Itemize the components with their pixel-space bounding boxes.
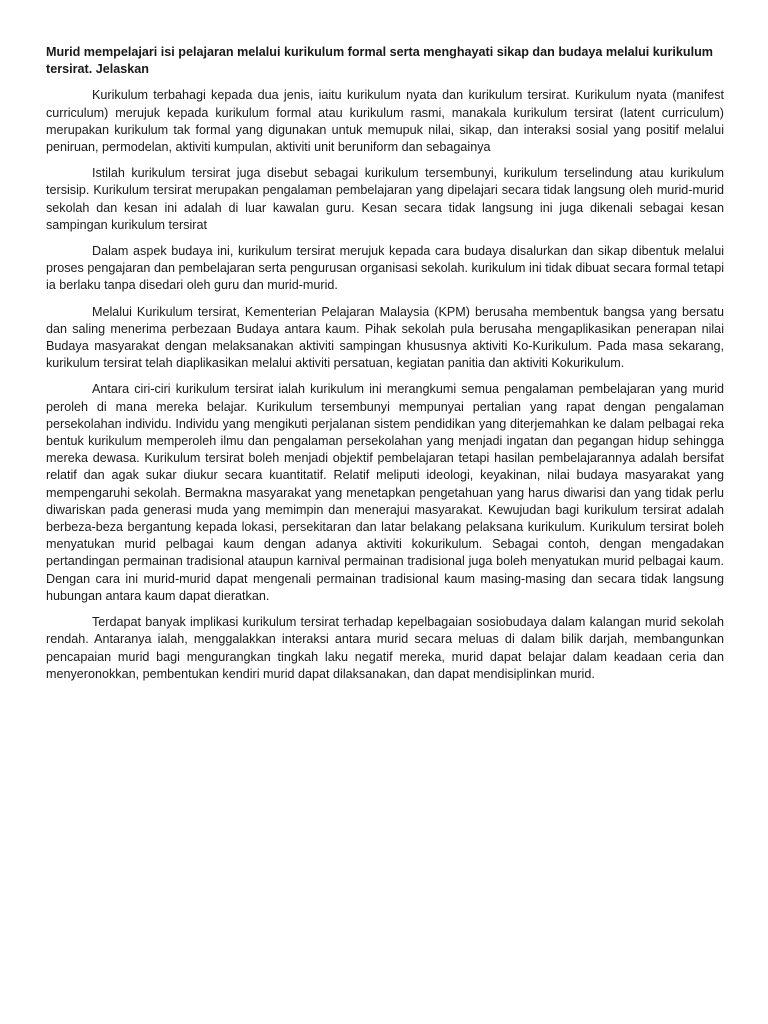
document-page — [46, 44, 724, 692]
paragraph-6: Terdapat banyak implikasi kurikulum tersirat terhadap kepelbagaian sosiobudaya dalam kalangan murid sekolah rendah. Antaranya ialah, menggalakkan interaksi antara murid secara meluas di dalam bilik darjah, membangunkan pencapaian murid bagi mengurangkan tingkah laku negatif mereka, murid dapat belajar dalam keadaan ceria dan menyeronokkan, pembentukan kendiri murid dapat dilaksanakan, dan dapat mendisiplinkan murid. — [46, 615, 724, 681]
paragraph-5: Antara ciri-ciri kurikulum tersirat ialah kurikulum ini merangkumi semua pengalaman pembelajaran yang murid peroleh di mana mereka belajar. Kurikulum tersembunyi mempunyai pertalian yang rapat dengan pengalaman persekolahan individu. Individu yang mengikuti perjalanan sistem pendidikan yang diterjemahkan ke dalam pelbagai reka bentuk kurikulum memperoleh ilmu dan pengalaman persekolahan yang menjadi ingatan dan pegangan hidup sehingga mereka dewasa. Kurikulum tersirat boleh menjadi objektif pembelajaran tetapi hasilan pembelajarannya adalah bersifat relatif dan agak sukar diukur secara kuantitatif. Relatif meliputi ideologi, keyakinan, nilai budaya masyarakat yang mempengaruhi sekolah. Bermakna masyarakat yang menetapkan pengetahuan yang harus diwarisi dan yang tidak perlu diwariskan pada generasi muda yang memimpin dan menerajui masyarakat. Kewujudan bagi kurikulum tersirat adalah berbeza-beza bergantung kepada lokasi, persekitaran dan latar belakang pelaksana kurikulum. Kurikulum tersirat boleh menyatukan murid pelbagai kaum dengan adanya aktiviti kokurikulum. Sebagai contoh, dengan mengadakan pertandingan permainan tradisional ataupun karnival permainan tradisional juga boleh menyatukan murid pelbagai kaum. Dengan cara ini murid-murid dapat mengenali permainan tradisional kaum masing-masing dan secara tidak langsung hubungan antara kaum dapat dieratkan. — [46, 382, 724, 603]
document-title: Murid mempelajari isi pelajaran melalui kurikulum formal serta menghayati sikap dan budaya melalui kurikulum tersirat. Jelaskan — [46, 45, 713, 77]
paragraph-3: Dalam aspek budaya ini, kurikulum tersirat merujuk kepada cara budaya disalurkan dan sikap dibentuk melalui proses pengajaran dan pembelajaran serta pengurusan organisasi sekolah. kurikulum ini tidak dibuat secara formal tetapi ia berlaku tanpa disedari oleh guru dan murid-murid. — [46, 244, 724, 293]
paragraph-1: Kurikulum terbahagi kepada dua jenis, iaitu kurikulum nyata dan kurikulum tersirat. Kurikulum nyata (manifest curriculum) merujuk kepada kurikulum formal atau kurikulum rasmi, manakala kurikulum tersirat (latent curriculum) merupakan kurikulum tak formal yang digunakan untuk memupuk nilai, sikap, dan interaksi sosial yang positif melalui peniruan, permodelan, aktiviti kumpulan, aktiviti unit beruniform dan sebagainya — [46, 88, 724, 155]
paragraph-4: Melalui Kurikulum tersirat, Kementerian Pelajaran Malaysia (KPM) berusaha membentuk bangsa yang bersatu dan saling menerima perbezaan Budaya antara kaum. Pihak sekolah pula berusaha mengaplikasikan penerapan nilai Budaya masyarakat dengan melaksanakan aktiviti sampingan khususnya aktiviti Ko-Kurikulum. Pada masa sekarang, kurikulum tersirat telah diaplikasikan melalui aktiviti persatuan, kegiatan panitia dan aktiviti Kokurikulum. — [46, 304, 724, 371]
paragraph-2: Istilah kurikulum tersirat juga disebut sebagai kurikulum tersembunyi, kurikulum terselindung atau kurikulum tersisip. Kurikulum tersirat merupakan pengalaman pembelajaran yang dipelajari secara tidak langsung oleh murid-murid sekolah dan kesan ini adalah di luar kawalan guru. Kesan secara tidak langsung ini juga dikenali sebagai kesan sampingan kurikulum tersirat — [46, 166, 724, 232]
